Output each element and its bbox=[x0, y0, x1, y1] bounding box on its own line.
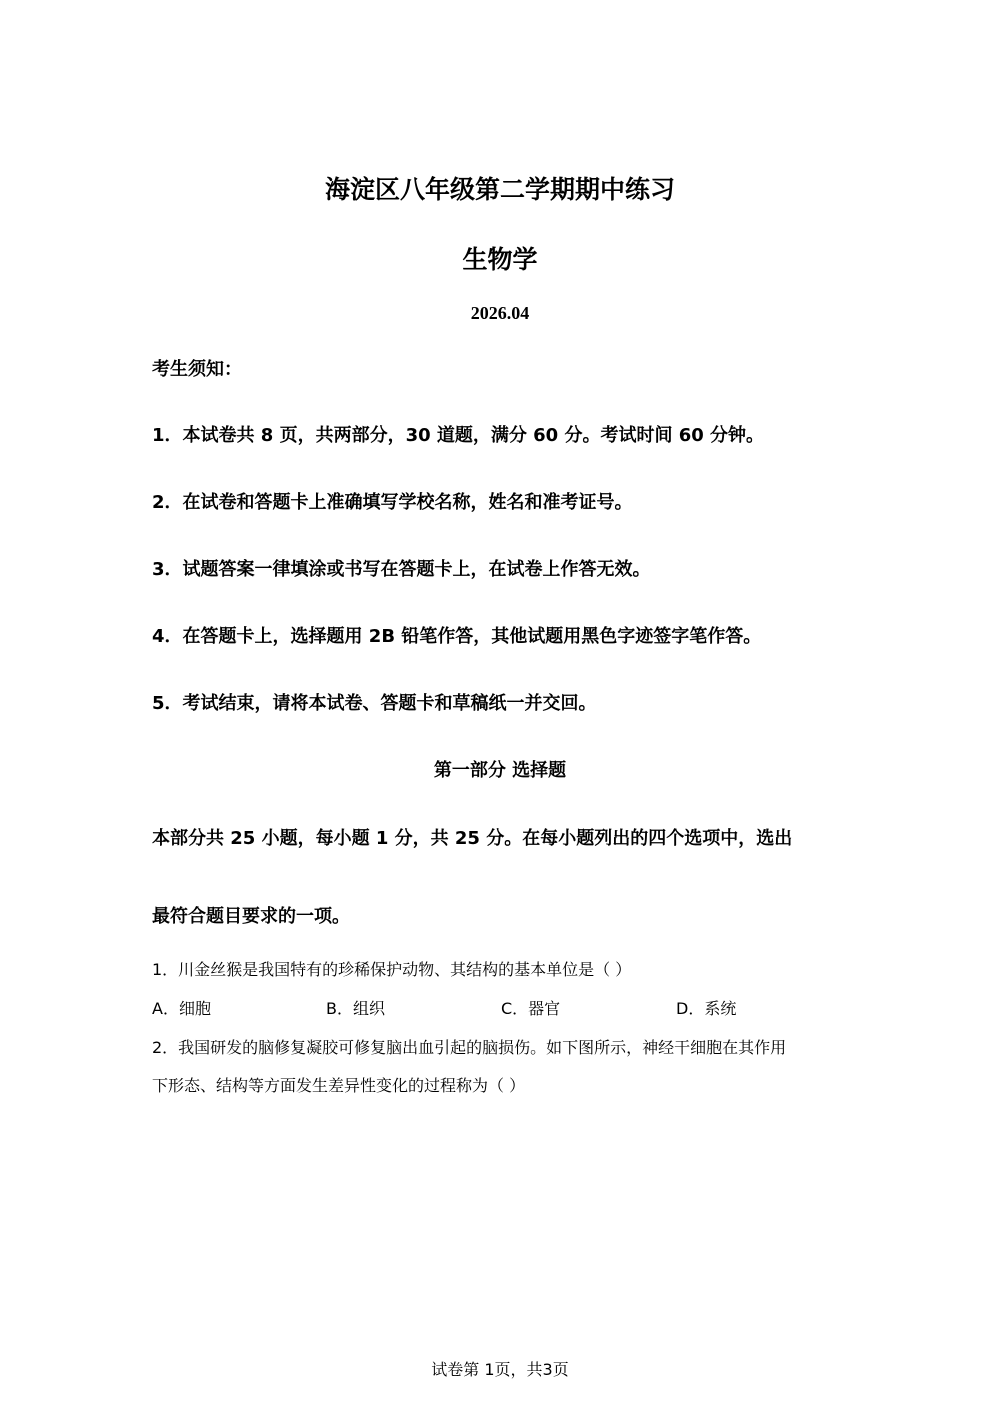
notice-item-3: 3．试题答案一律填涂或书写在答题卡上，在试卷上作答无效。 bbox=[152, 559, 651, 580]
exam-title: 海淀区八年级第二学期期中练习 bbox=[324, 175, 675, 204]
page-footer: 试卷第 1页，共3页 bbox=[431, 1360, 569, 1379]
question-1-option-a: A．细胞 bbox=[152, 999, 211, 1018]
question-1-stem: 1．川金丝猴是我国特有的珍稀保护动物、其结构的基本单位是（ ） bbox=[152, 960, 632, 979]
part1-heading: 第一部分 选择题 bbox=[433, 760, 567, 781]
notice-heading: 考生须知： bbox=[152, 359, 242, 380]
notice-item-2: 2．在试卷和答题卡上准确填写学校名称，姓名和准考证号。 bbox=[152, 492, 633, 513]
question-2-stem-line1: 2．我国研发的脑修复凝胶可修复脑出血引起的脑损伤。如下图所示，神经干细胞在其作用 bbox=[152, 1038, 787, 1057]
notice-item-1: 1．本试卷共 8 页，共两部分，30 道题，满分 60 分。考试时间 60 分钟。 bbox=[152, 425, 765, 446]
notice-item-5: 5．考试结束，请将本试卷、答题卡和草稿纸一并交回。 bbox=[152, 693, 597, 714]
subject-title: 生物学 bbox=[462, 245, 538, 274]
question-1-option-c: C．器官 bbox=[501, 999, 561, 1018]
exam-date: 2026.04 bbox=[470, 303, 530, 323]
part1-instruction-line2: 最符合题目要求的一项。 bbox=[152, 906, 350, 927]
question-2-stem-line2: 下形态、结构等方面发生差异性变化的过程称为（ ） bbox=[152, 1076, 526, 1095]
question-1-option-d: D．系统 bbox=[676, 999, 737, 1018]
question-1-option-b: B．组织 bbox=[326, 999, 385, 1018]
part1-instruction-line1: 本部分共 25 小题，每小题 1 分，共 25 分。在每小题列出的四个选项中，选出 bbox=[152, 828, 793, 849]
notice-item-4: 4．在答题卡上，选择题用 2B 铅笔作答，其他试题用黑色字迹签字笔作答。 bbox=[152, 626, 762, 647]
